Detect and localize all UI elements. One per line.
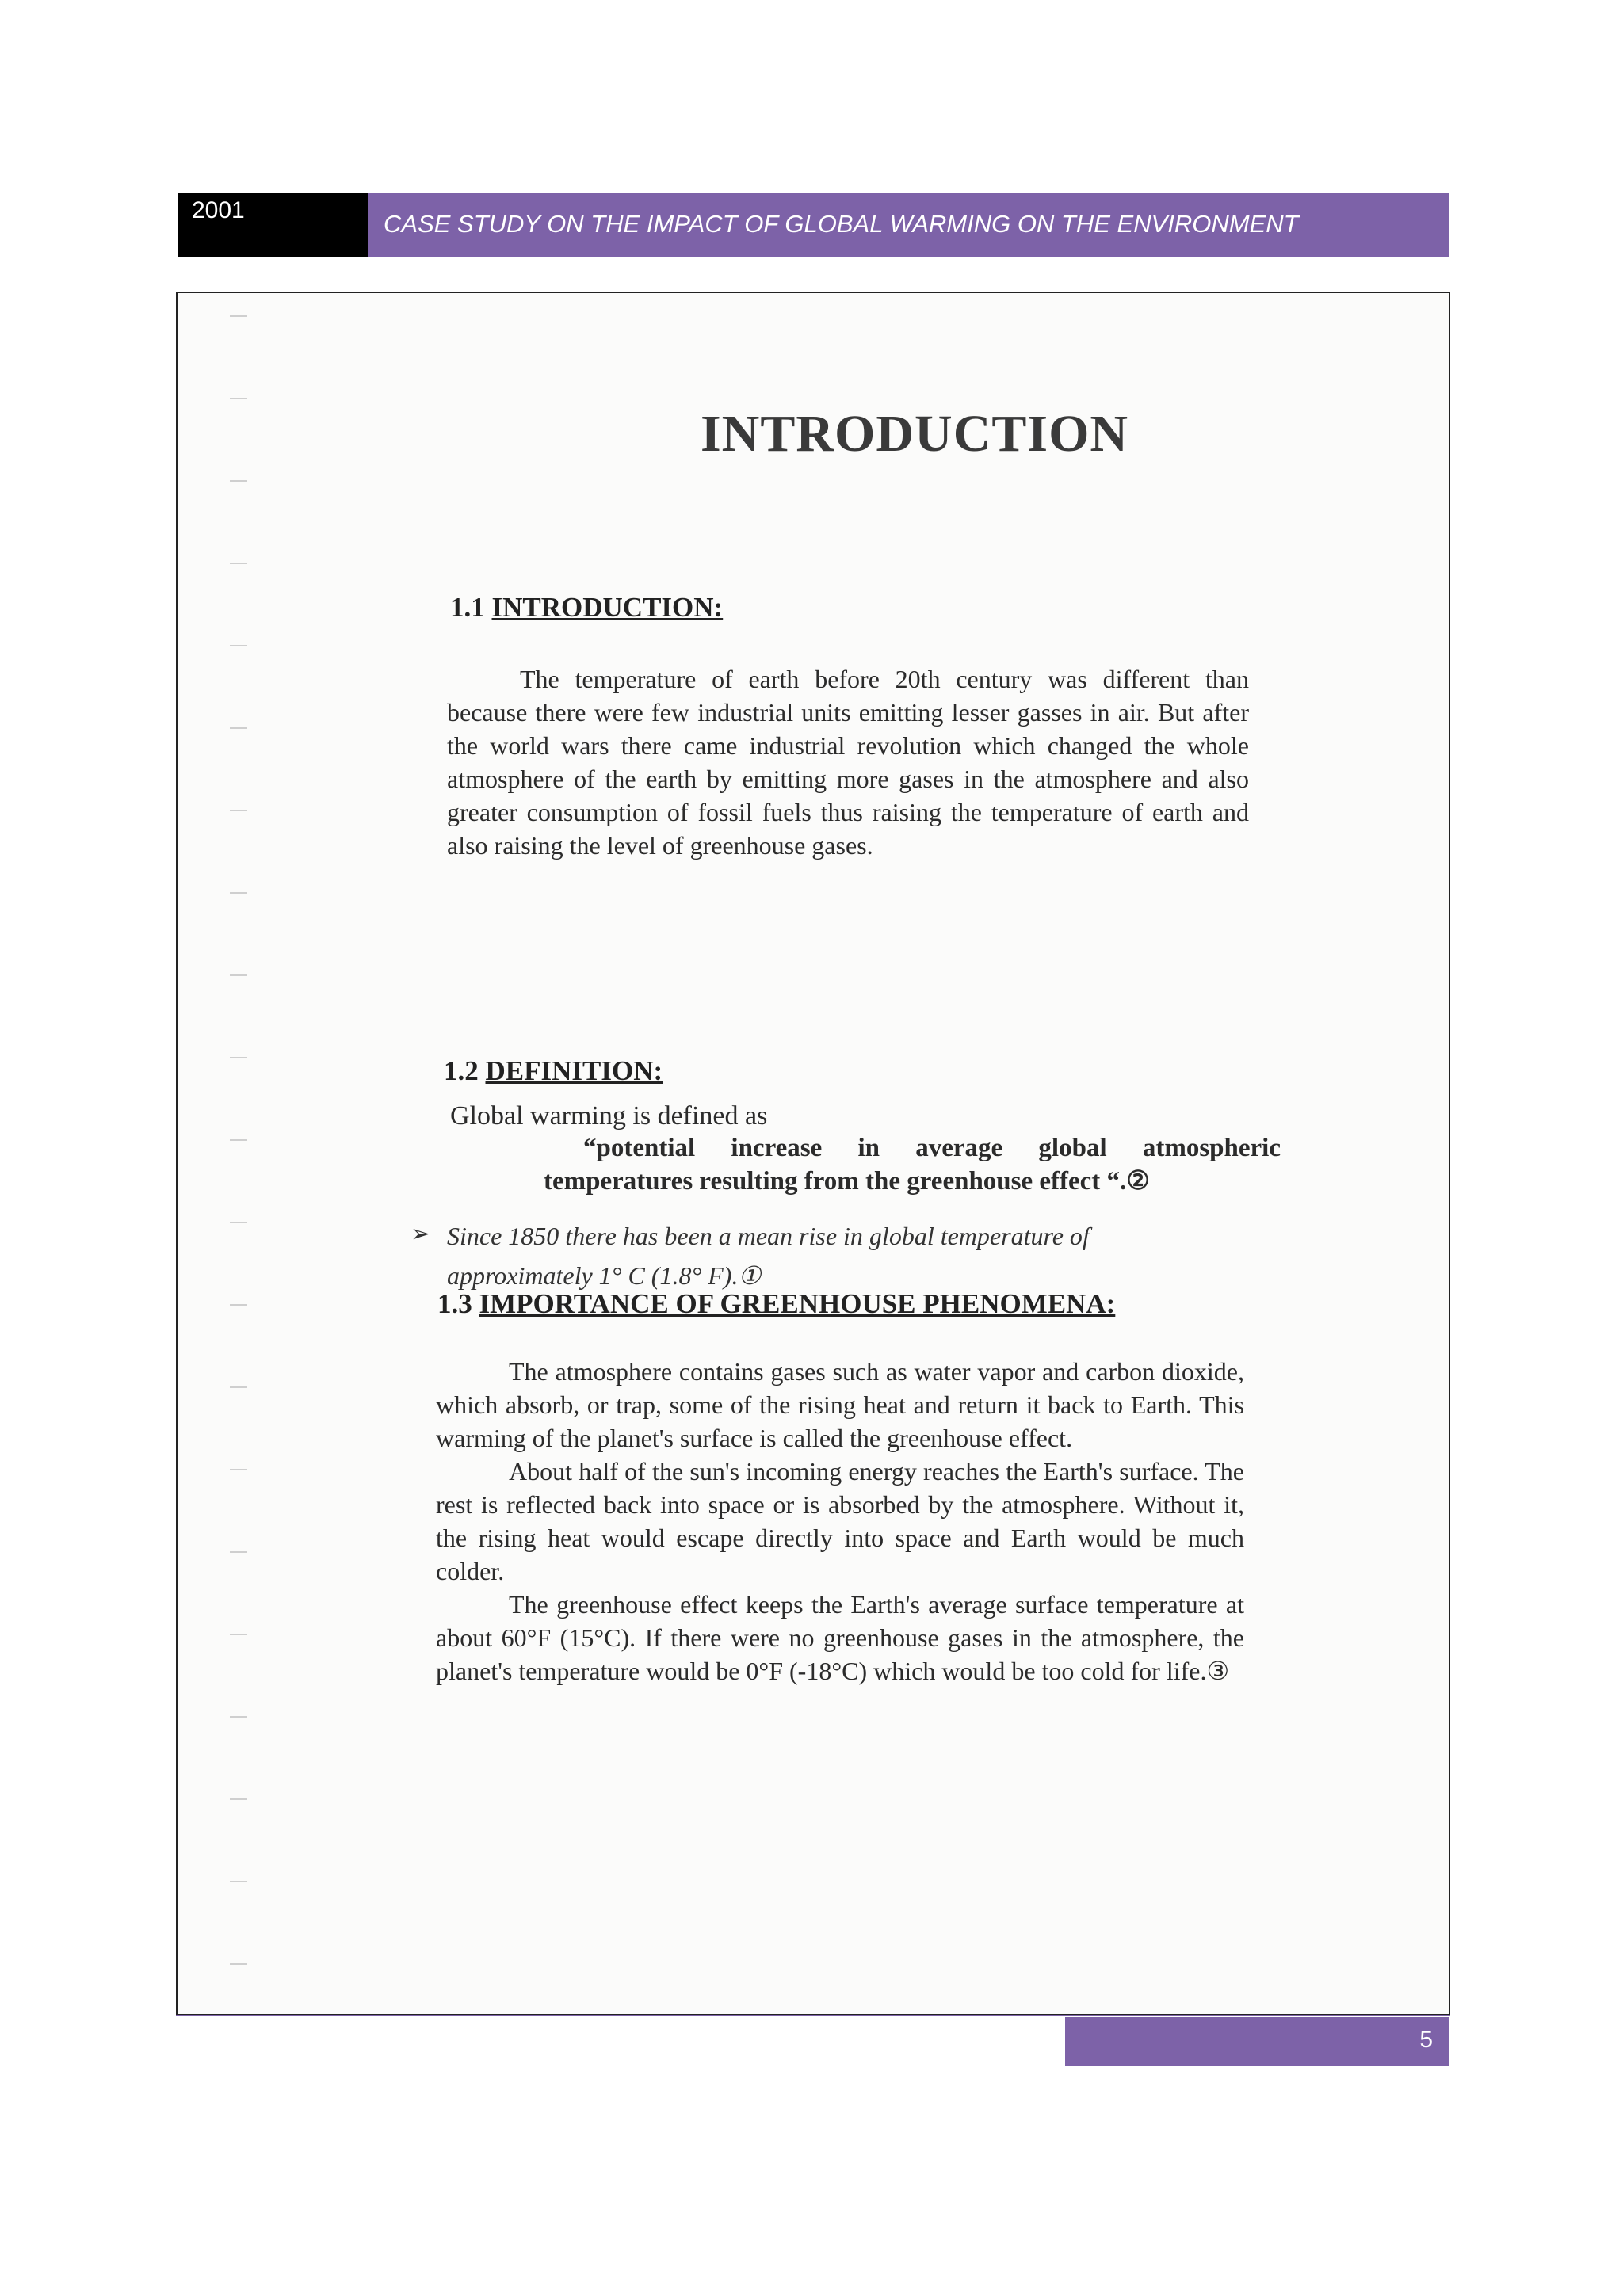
edge-mark [230,892,247,894]
definition-lead: Global warming is defined as [450,1101,768,1131]
section-number: 1.2 [444,1055,479,1086]
edge-mark [230,480,247,482]
edge-mark [230,727,247,729]
paragraph-text: About half of the sun's incoming energy reaches the Earth's surface. The rest is reflected back into space or is absorbed by the atmosphere. Without it, the rising heat would escape directly into space and Earth would be much colder. [436,1457,1244,1585]
section-title: IMPORTANCE OF GREENHOUSE PHENOMENA: [479,1288,1116,1319]
edge-mark [230,398,247,399]
section-heading-1-1 [450,592,723,624]
section-heading-1-2 [444,1055,663,1087]
arrow-bullet-icon: ➢ [411,1221,431,1247]
section-title: DEFINITION: [485,1055,663,1086]
edge-mark [230,1304,247,1306]
intro-paragraph [447,662,1249,862]
edge-mark [230,1881,247,1882]
paragraph-text: The atmosphere contains gases such as water vapor and carbon dioxide, which absorb, or trap, some of the rising heat and return it back to Earth. This warming of the planet's surface is called the greenhouse effect. [436,1357,1244,1452]
section-number: 1.1 [450,592,485,623]
bullet-item [411,1216,1239,1295]
edge-mark [230,1222,247,1223]
edge-mark [230,1634,247,1635]
header-year: 2001 [178,193,368,257]
scanned-page [176,292,1450,2016]
edge-mark [230,810,247,811]
header-title: CASE STUDY ON THE IMPACT OF GLOBAL WARMING ON THE ENVIRONMENT [368,193,1449,257]
definition-quote [544,1131,1281,1198]
footer-divider [176,2015,1450,2016]
quote-line-1: “potential increase in average global atmospheric [583,1134,1281,1162]
edge-mark [230,1716,247,1718]
page-header [178,193,1449,257]
paragraph-text: The greenhouse effect keeps the Earth's average surface temperature at about 60°F (15°C). If there were no greenhouse gases in the atmosphere, the planet's temperature would be 0°F (-18°C) which would be too cold for life.③ [436,1590,1244,1685]
edge-mark [230,1386,247,1388]
edge-mark [230,315,247,317]
edge-mark [230,1551,247,1553]
edge-mark [230,1798,247,1800]
bullet-line-2: approximately 1° C (1.8° F).① [447,1261,762,1290]
edge-mark [230,1139,247,1141]
section-title: INTRODUCTION: [491,592,724,623]
edge-mark [230,974,247,976]
section-number: 1.3 [437,1288,472,1319]
quote-line-2: temperatures resulting from the greenhouse effect “.② [544,1167,1150,1196]
edge-mark [230,645,247,646]
edge-mark [230,1057,247,1058]
edge-mark [230,1469,247,1470]
section-heading-1-3 [437,1288,1115,1320]
page-title: INTRODUCTION [701,405,1129,463]
edge-mark [230,1963,247,1965]
greenhouse-paragraphs [436,1355,1244,1688]
paragraph-text: The temperature of earth before 20th century was different than because there were few industrial units emitting lesser gasses in air. But after the world wars there came industrial revolution which changed the whole atmosphere of the earth by emitting more gases in the atmosphere and also greater consumption of fossil fuels thus raising the temperature of earth and also raising the level of greenhouse gases. [447,665,1249,860]
page-number: 5 [1065,2017,1449,2066]
bullet-line-1: Since 1850 there has been a mean rise in global temperature of [447,1222,1090,1250]
edge-mark [230,563,247,564]
